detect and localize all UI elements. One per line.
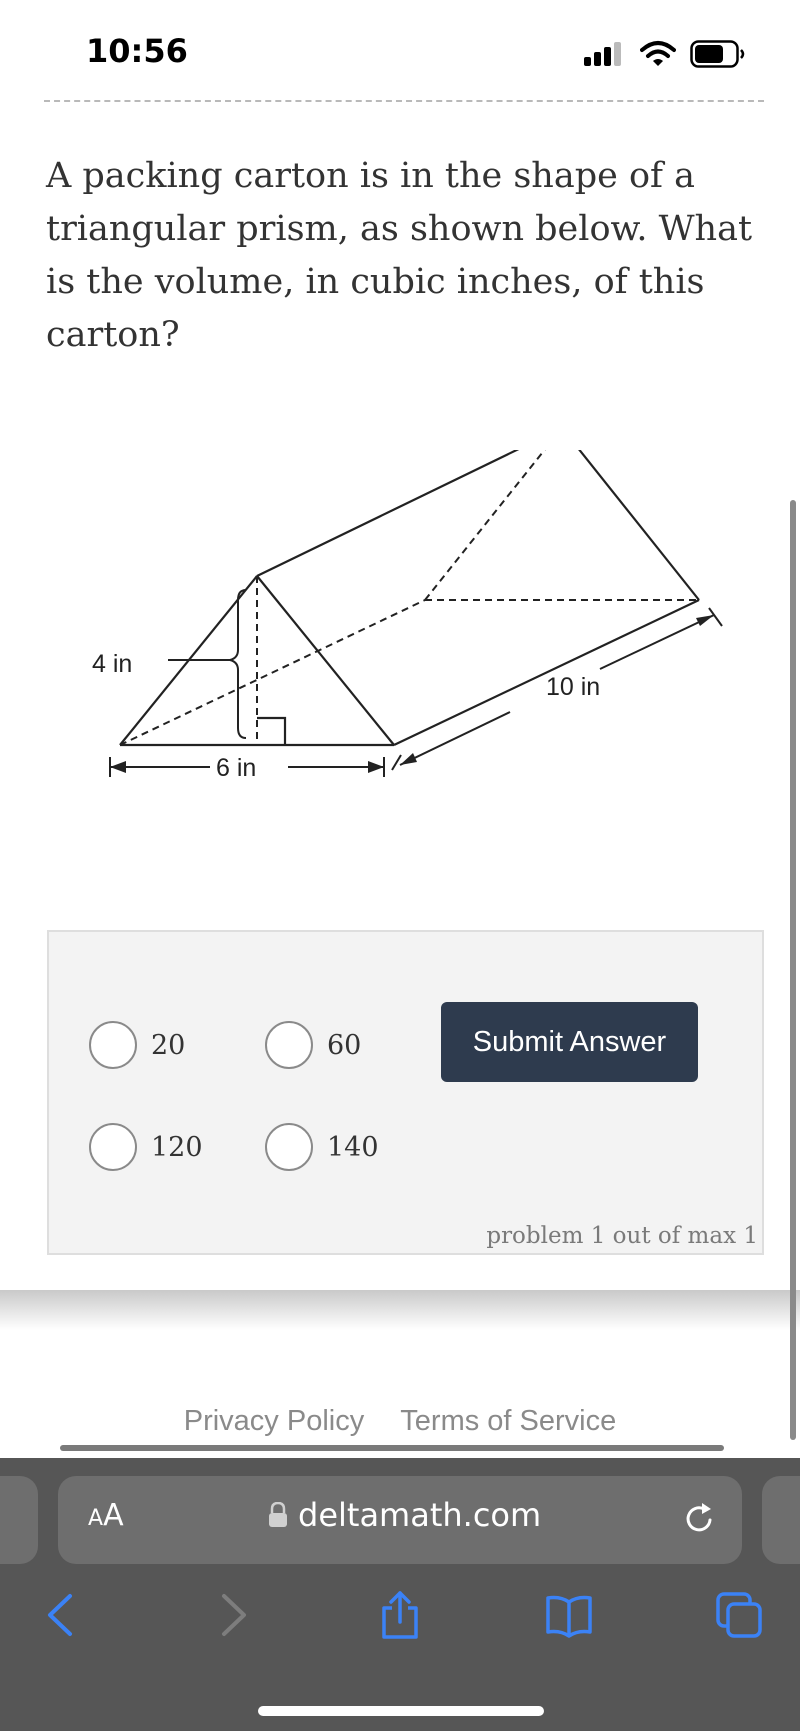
next-tab-peek[interactable]: [762, 1476, 800, 1564]
vertical-scrollbar[interactable]: [790, 500, 796, 1440]
reader-options-button[interactable]: [88, 1498, 124, 1533]
radio-button[interactable]: [89, 1123, 137, 1171]
share-icon[interactable]: [375, 1590, 425, 1640]
choice-120[interactable]: [89, 1122, 203, 1172]
triangular-prism-figure: [80, 450, 740, 870]
choice-60[interactable]: [265, 1020, 361, 1070]
footer-links: [0, 1405, 800, 1438]
choice-20[interactable]: [89, 1020, 185, 1070]
cellular-signal-icon: [584, 42, 626, 66]
radio-button[interactable]: [265, 1021, 313, 1069]
home-indicator: [258, 1706, 544, 1716]
url-text: deltamath.com: [298, 1496, 542, 1534]
back-icon[interactable]: [38, 1590, 88, 1640]
previous-tab-peek[interactable]: [0, 1476, 38, 1564]
height-label: 4 in: [92, 650, 133, 678]
address-bar[interactable]: [58, 1476, 742, 1564]
aa-small-glyph: A: [88, 1506, 104, 1531]
answer-panel: [47, 930, 764, 1255]
forward-icon[interactable]: [208, 1590, 258, 1640]
radio-button[interactable]: [265, 1123, 313, 1171]
terms-of-service-link[interactable]: Terms of Service: [400, 1405, 617, 1437]
length-label: 10 in: [546, 673, 601, 701]
aa-large-glyph: A: [103, 1498, 124, 1533]
bookmarks-icon[interactable]: [544, 1590, 594, 1640]
horizontal-scroll-indicator: [60, 1445, 724, 1451]
reload-icon[interactable]: [680, 1500, 718, 1538]
url-display[interactable]: [268, 1496, 541, 1534]
base-label: 6 in: [216, 754, 257, 782]
battery-icon: [690, 40, 746, 68]
choice-label: 60: [327, 1029, 362, 1061]
page-bottom-shadow: [0, 1290, 800, 1330]
privacy-policy-link[interactable]: Privacy Policy: [183, 1405, 365, 1437]
question-text: A packing carton is in the shape of a triangular prism, as shown below. What is the volume, in cubic inches, of this carton?: [46, 156, 753, 355]
choice-label: 140: [327, 1131, 379, 1163]
dashed-divider: [44, 100, 764, 102]
choice-label: 20: [151, 1029, 186, 1061]
wifi-icon: [640, 40, 676, 68]
choice-140[interactable]: [265, 1122, 379, 1172]
status-time: 10:56: [86, 32, 188, 70]
radio-button[interactable]: [89, 1021, 137, 1069]
problem-counter: problem 1 out of max 1: [486, 1223, 758, 1249]
choice-label: 120: [151, 1131, 203, 1163]
tabs-icon[interactable]: [714, 1590, 764, 1640]
status-bar: [0, 0, 800, 100]
submit-answer-button[interactable]: Submit Answer: [441, 1002, 698, 1082]
lock-icon: [268, 1502, 288, 1528]
